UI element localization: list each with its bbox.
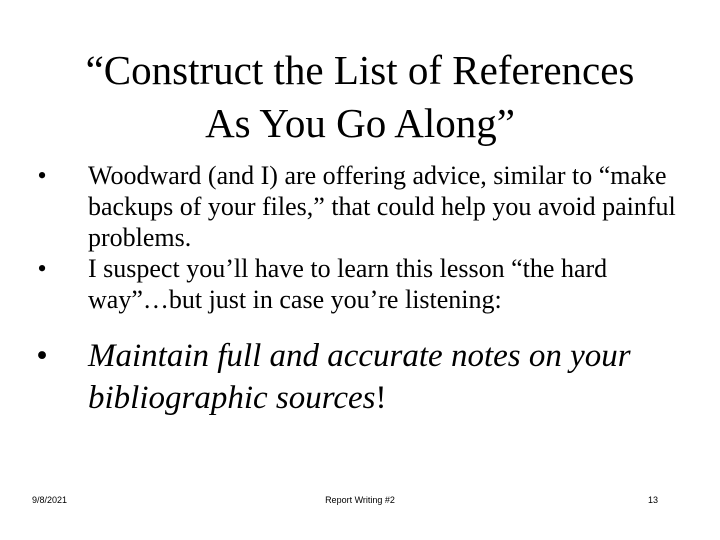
bullet-marker: •: [36, 338, 48, 374]
bullet-item: [30, 160, 690, 253]
bullet-item: [30, 253, 690, 315]
bullet-marker: •: [37, 161, 47, 190]
emphasis-end-mark: !: [375, 380, 387, 416]
bullet-text: Woodward (and I) are offering advice, similar to “make backups of your files,” that could help you avoid painful problems.: [88, 161, 676, 252]
emphasis-text: Maintain full and accurate notes on your bibliographic sources: [88, 338, 631, 416]
footer-page-number: 13: [647, 495, 658, 505]
bullet-marker: •: [37, 254, 47, 283]
slide-title-line-2: As You Go Along”: [205, 100, 515, 146]
spacer: [30, 315, 690, 335]
footer-date: 9/8/2021: [32, 495, 68, 505]
bullet-list: [30, 160, 690, 419]
bullet-text: I suspect you’ll have to learn this lesson “the hard way”…but just in case you’re listening:: [88, 254, 608, 314]
emphasis-text-wrapper: [88, 335, 690, 419]
slide-title-line-1: “Construct the List of References: [85, 47, 635, 93]
footer-title: Report Writing #2: [325, 495, 395, 505]
emphasis-bullet: [30, 335, 690, 419]
slide-title: [36, 44, 684, 150]
